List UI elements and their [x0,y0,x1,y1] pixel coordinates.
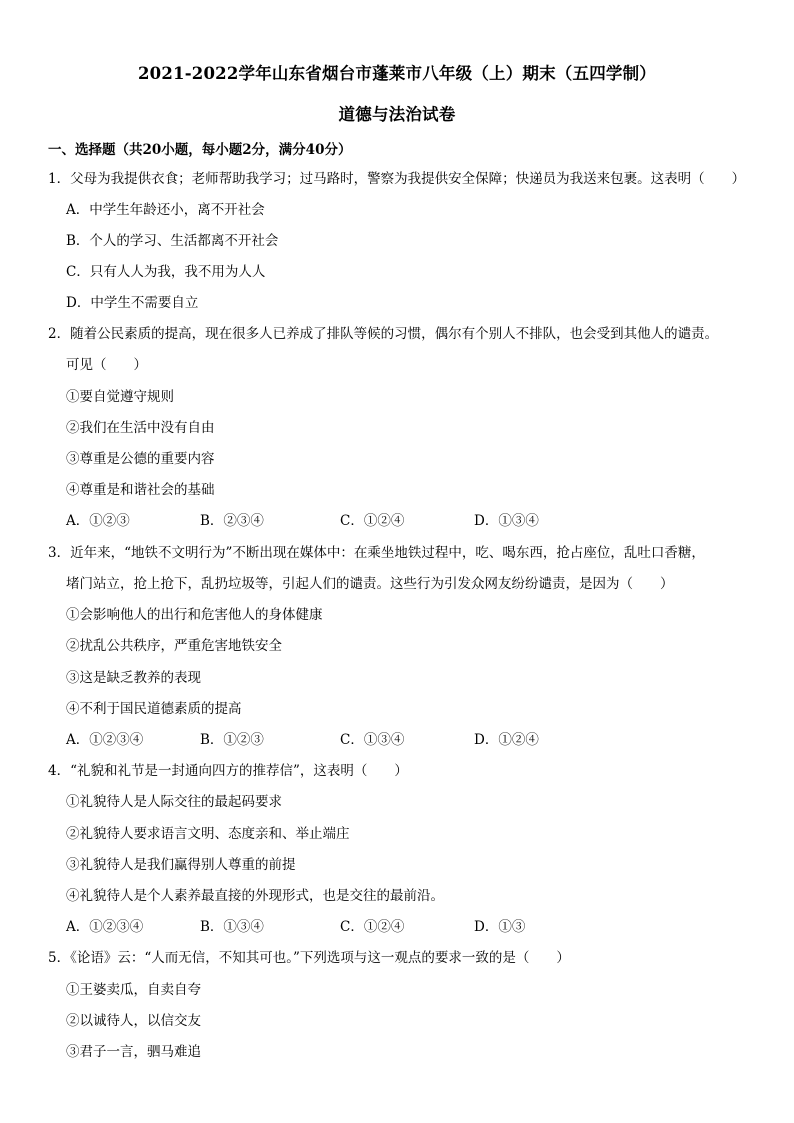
question-4-item-1: ①礼貌待人是人际交往的最起码要求 [66,794,282,810]
question-4-choice-b: B．①③④ [200,919,264,935]
question-2-item-2: ②我们在生活中没有自由 [66,420,215,436]
question-3-item-3: ③这是缺乏教养的表现 [66,670,201,686]
question-3-item-2: ②扰乱公共秩序，严重危害地铁安全 [66,638,282,654]
question-4-choice-d: D．①③ [474,919,526,935]
question-1-stem: 1．父母为我提供衣食；老师帮助我学习；过马路时，警察为我提供安全保障；快递员为我送来包裹。这表明（ ） [48,171,746,187]
question-4-item-4: ④礼貌待人是个人素养最直接的外现形式，也是交往的最前沿。 [66,888,444,904]
question-2-stem-line2: 可见（ ） [66,357,147,373]
question-3-stem-line1: 3．近年来，“地铁不文明行为”不断出现在媒体中：在乘坐地铁过程中，吃、喝东西，抢占座位，乱吐口香糖， [48,545,705,561]
question-3-choice-a: A．①②③④ [66,732,144,748]
question-3-choice-d: D．①②④ [474,732,539,748]
question-2-item-3: ③尊重是公德的重要内容 [66,451,215,467]
question-1-option-a: A．中学生年龄还小，离不开社会 [66,202,265,218]
question-3-item-1: ①会影响他人的出行和危害他人的身体健康 [66,607,323,623]
question-2-choice-c: C．①②④ [340,513,405,529]
question-5-item-3: ③君子一言，驷马难追 [66,1044,201,1060]
question-1-option-d: D．中学生不需要自立 [66,295,199,311]
question-3-choice-c: C．①③④ [340,732,405,748]
question-2-item-4: ④尊重是和谐社会的基础 [66,482,215,498]
question-4-item-3: ③礼貌待人是我们赢得别人尊重的前提 [66,857,296,873]
question-3-choice-b: B．①②③ [200,732,264,748]
section-heading: 一、选择题（共20小题，每小题2分，满分40分） [48,142,352,158]
question-2-choice-a: A．①②③ [66,513,130,529]
question-5-stem: 5．《论语》云：“人而无信，不知其可也。”下列选项与这一观点的要求一致的是（ ） [48,950,570,966]
exam-subtitle: 道德与法治试卷 [338,105,456,124]
question-2-item-1: ①要自觉遵守规则 [66,389,174,405]
question-5-item-1: ①王婆卖瓜，自卖自夸 [66,982,201,998]
question-4-choice-a: A．①②③④ [66,919,144,935]
question-2-choice-b: B．②③④ [200,513,264,529]
question-4-stem: 4．“礼貌和礼节是一封通向四方的推荐信”，这表明（ ） [48,763,408,779]
question-2-choice-d: D．①③④ [474,513,539,529]
question-5-item-2: ②以诚待人，以信交友 [66,1013,201,1029]
question-3-item-4: ④不利于国民道德素质的提高 [66,701,242,717]
question-1-option-b: B．个人的学习、生活都离不开社会 [66,233,279,249]
exam-title: 2021-2022学年山东省烟台市蓬莱市八年级（上）期末（五四学制） [138,64,656,83]
question-2-stem-line1: 2．随着公民素质的提高，现在很多人已养成了排队等候的习惯，偶尔有个别人不排队，也会受到其他人的谴责。 [48,326,719,342]
question-3-stem-line2: 堵门站立，抢上抢下，乱扔垃圾等，引起人们的谴责。这些行为引发众网友纷纷谴责，是因为（ ） [66,576,674,592]
question-4-choice-c: C．①②④ [340,919,405,935]
question-4-item-2: ②礼貌待人要求语言文明、态度亲和、举止端庄 [66,826,350,842]
question-1-option-c: C．只有人人为我，我不用为人人 [66,264,266,280]
